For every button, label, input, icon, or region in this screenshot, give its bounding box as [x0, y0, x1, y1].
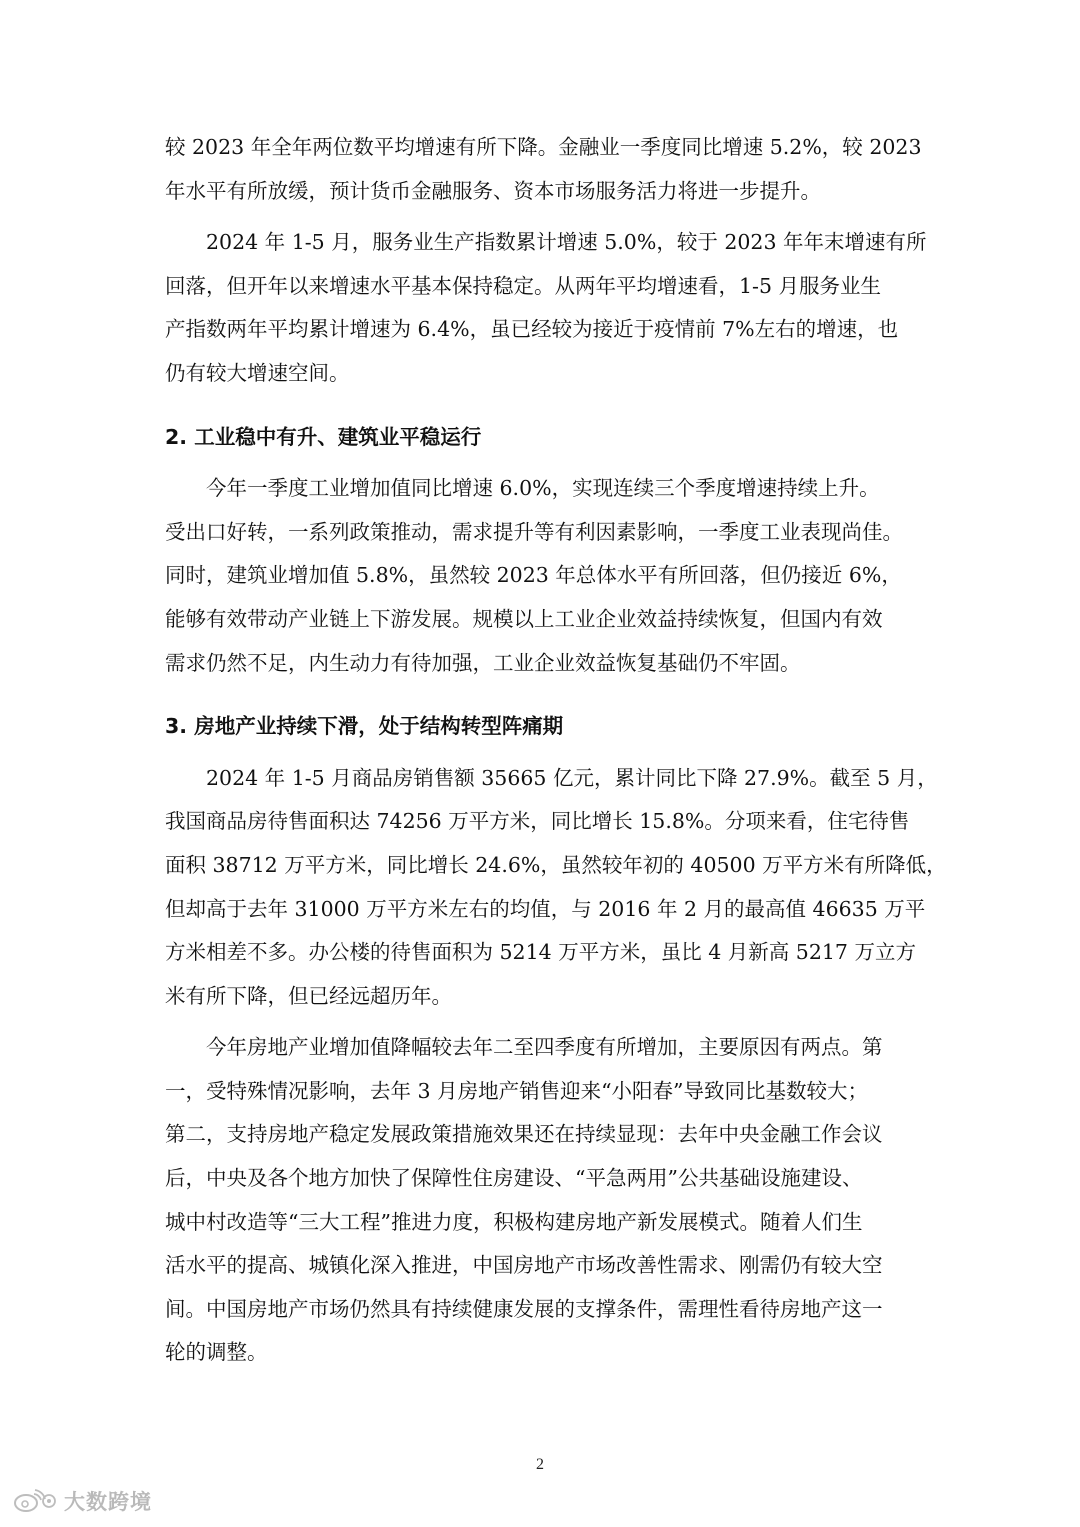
text-line: 第二，支持房地产稳定发展政策措施效果还在持续显现：去年中央金融工作会议	[165, 1122, 883, 1147]
watermark-text: 大数跨境	[64, 1490, 152, 1514]
text-line: 活水平的提高、城镇化深入推进，中国房地产市场改善性需求、刚需仍有较大空	[165, 1253, 883, 1278]
text-line: 较 2023 年全年两位数平均增速有所下降。金融业一季度同比增速 5.2%，较 2023	[165, 135, 922, 159]
paragraph-real-estate-sales	[165, 757, 947, 1019]
document-page	[165, 126, 947, 1375]
text-line: 方米相差不多。办公楼的待售面积为 5214 万平方米，虽比 4 月新高 5217 万立方	[165, 940, 916, 965]
section-heading-real-estate: 3. 房地产业持续下滑，处于结构转型阵痛期	[165, 714, 564, 739]
page-number: 2	[536, 1456, 544, 1473]
paragraph-service-production-index	[165, 221, 927, 395]
weibo-logo-icon	[12, 1488, 58, 1514]
text-line: 面积 38712 万平方米，同比增长 24.6%，虽然较年初的 40500 万平方米有所降低，	[165, 852, 947, 877]
text-line: 今年一季度工业增加值同比增速 6.0%，实现连续三个季度增速持续上升。	[206, 476, 880, 501]
text-line: 后，中央及各个地方加快了保障性住房建设、“平急两用”公共基础设施建设、	[165, 1166, 863, 1191]
text-line: 我国商品房待售面积达 74256 万平方米，同比增长 15.8%。分项来看，住宅待售	[165, 809, 910, 834]
paragraph-service-industry-finance	[165, 126, 920, 213]
paragraph-industry-construction	[165, 467, 920, 685]
text-line: 一，受特殊情况影响，去年 3 月房地产销售迎来“小阳春”导致同比基数较大；	[165, 1078, 869, 1103]
text-line: 间。中国房地产市场仍然具有持续健康发展的支撑条件，需理性看待房地产这一	[165, 1296, 883, 1321]
text-line: 轮的调整。	[165, 1340, 268, 1365]
text-line: 受出口好转，一系列政策推动，需求提升等有利因素影响，一季度工业表现尚佳。	[165, 519, 903, 544]
text-line: 产指数两年平均累计增速为 6.4%，虽已经较为接近于疫情前 7%左右的增速，也	[165, 317, 899, 342]
text-line: 2024 年 1-5 月，服务业生产指数累计增速 5.0%，较于 2023 年年末增速有所	[206, 230, 927, 255]
text-line: 同时，建筑业增加值 5.8%，虽然较 2023 年总体水平有所回落，但仍接近 6%，	[165, 563, 902, 588]
text-line: 2024 年 1-5 月商品房销售额 35665 亿元，累计同比下降 27.9%。截至 5 月，	[206, 765, 938, 790]
text-line: 米有所下降，但已经远超历年。	[165, 983, 452, 1008]
text-line: 年水平有所放缓，预计货币金融服务、资本市场服务活力将进一步提升。	[165, 178, 821, 203]
section-heading-industry: 2. 工业稳中有升、建筑业平稳运行	[165, 424, 482, 449]
text-line: 需求仍然不足，内生动力有待加强，工业企业效益恢复基础仍不牢固。	[165, 650, 801, 675]
text-line: 但却高于去年 31000 万平方米左右的均值，与 2016 年 2 月的最高值 46635 万平	[165, 896, 926, 921]
text-line: 今年房地产业增加值降幅较去年二至四季度有所增加，主要原因有两点。第	[206, 1035, 883, 1060]
watermark	[12, 1486, 152, 1516]
text-line: 城中村改造等“三大工程”推进力度，积极构建房地产新发展模式。随着人们生	[165, 1209, 863, 1234]
paragraph-real-estate-reasons	[165, 1026, 920, 1375]
text-line: 能够有效带动产业链上下游发展。规模以上工业企业效益持续恢复，但国内有效	[165, 606, 883, 631]
text-line: 仍有较大增速空间。	[165, 360, 350, 385]
text-line: 回落，但开年以来增速水平基本保持稳定。从两年平均增速看，1-5 月服务业生	[165, 273, 882, 298]
